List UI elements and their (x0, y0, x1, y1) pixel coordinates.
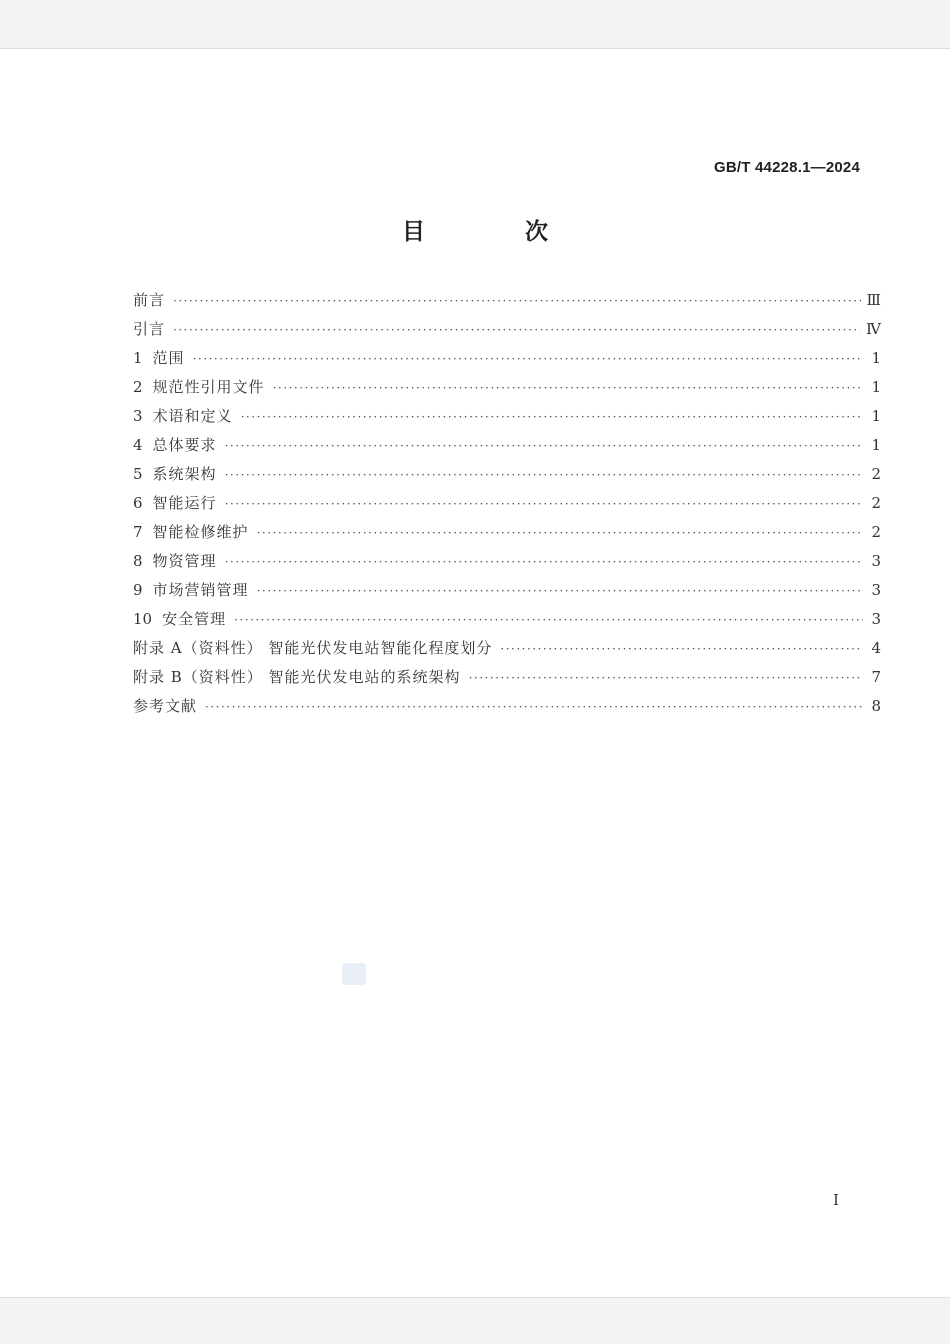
page-number: I (833, 1191, 839, 1209)
toc-entry-text: 参考文献 (133, 697, 198, 715)
toc-leader-dots (241, 410, 863, 424)
toc-entry-number: 2 (133, 378, 143, 396)
document-page (0, 48, 950, 1298)
toc-leader-dots (257, 584, 863, 598)
toc-leader-dots (173, 294, 861, 308)
toc-entry-number: 8 (133, 552, 143, 570)
toc-entry-text: 引言 (133, 320, 166, 338)
toc-leader-dots (225, 497, 863, 511)
toc-leader-dots (225, 555, 863, 569)
toc-entry-page: 3 (871, 581, 881, 599)
toc-entry[interactable] (133, 376, 881, 405)
toc-leader-dots (225, 439, 863, 453)
watermark-logo (342, 963, 366, 985)
toc-entry-number: 6 (133, 494, 143, 512)
toc-entry-page: Ⅳ (866, 320, 881, 338)
toc-entry-label (133, 434, 225, 455)
toc-leader-dots (234, 613, 863, 627)
toc-title: 目 次 (401, 219, 594, 245)
toc-leader-dots (173, 323, 860, 337)
toc-entry-text: 智能运行 (152, 494, 217, 512)
toc-entry[interactable] (133, 492, 881, 521)
toc-entry-text: 附录 B（资料性） 智能光伏发电站的系统架构 (133, 668, 461, 686)
toc-entry-text: 总体要求 (152, 436, 217, 454)
toc-entry-page: 1 (871, 378, 881, 396)
toc-entry-page: 1 (871, 407, 881, 425)
toc-entry-text: 市场营销管理 (152, 581, 249, 599)
toc-entry-page: 2 (871, 494, 881, 512)
toc-leader-dots (469, 671, 863, 685)
toc-entry-text: 系统架构 (152, 465, 217, 483)
toc-entry[interactable] (133, 434, 881, 463)
toc-entry-label (133, 405, 241, 426)
toc-entry-label (133, 521, 257, 542)
toc-entry-page: 7 (871, 668, 881, 686)
toc-leader-dots (500, 642, 863, 656)
toc-entry-text: 安全管理 (162, 610, 227, 628)
toc-entry-page: 4 (871, 639, 881, 657)
toc-entry[interactable] (133, 405, 881, 434)
toc-entry-text: 物资管理 (152, 552, 217, 570)
toc-entry-label (133, 608, 234, 629)
toc-entry-label (133, 347, 193, 368)
toc-entry-label (133, 695, 205, 716)
toc-entry[interactable] (133, 550, 881, 579)
standard-code: GB/T 44228.1—2024 (714, 159, 860, 176)
toc-entry[interactable] (133, 289, 881, 318)
toc-entry[interactable] (133, 666, 881, 695)
toc-entry[interactable] (133, 637, 881, 666)
toc-entry[interactable] (133, 521, 881, 550)
toc-entry-label (133, 376, 273, 397)
toc-entry-label (133, 550, 225, 571)
toc-entry-page: 3 (871, 552, 881, 570)
toc-entry[interactable] (133, 695, 881, 724)
toc-entry-text: 前言 (133, 291, 166, 309)
toc-entry-label (133, 492, 225, 513)
toc-entry[interactable] (133, 579, 881, 608)
toc-entry-page: 1 (871, 436, 881, 454)
toc-entry-number: 7 (133, 523, 143, 541)
toc-entry-label (133, 579, 257, 600)
toc-entry-page: Ⅲ (866, 291, 881, 309)
toc-leader-dots (257, 526, 863, 540)
table-of-contents (133, 289, 881, 724)
toc-entry-page: 1 (871, 349, 881, 367)
toc-entry-page: 3 (871, 610, 881, 628)
toc-entry-label (133, 637, 500, 658)
toc-entry-label (133, 318, 173, 339)
toc-entry-number: 10 (133, 610, 153, 628)
toc-entry-page: 2 (871, 465, 881, 483)
toc-entry-text: 附录 A（资料性） 智能光伏发电站智能化程度划分 (133, 639, 493, 657)
toc-leader-dots (273, 381, 863, 395)
toc-entry-number: 3 (133, 407, 143, 425)
toc-entry-page: 8 (871, 697, 881, 715)
toc-entry-label (133, 289, 173, 310)
toc-entry-number: 1 (133, 349, 143, 367)
toc-entry-label (133, 463, 225, 484)
toc-entry[interactable] (133, 608, 881, 637)
toc-leader-dots (225, 468, 863, 482)
toc-entry-label (133, 666, 469, 687)
toc-entry-text: 智能检修维护 (152, 523, 249, 541)
toc-entry-page: 2 (871, 523, 881, 541)
toc-entry-text: 规范性引用文件 (152, 378, 265, 396)
toc-entry-number: 4 (133, 436, 143, 454)
toc-entry-number: 9 (133, 581, 143, 599)
toc-entry-number: 5 (133, 465, 143, 483)
toc-entry-text: 术语和定义 (152, 407, 233, 425)
toc-entry[interactable] (133, 463, 881, 492)
toc-entry[interactable] (133, 318, 881, 347)
toc-leader-dots (205, 700, 863, 714)
toc-entry[interactable] (133, 347, 881, 376)
toc-entry-text: 范围 (152, 349, 185, 367)
toc-leader-dots (193, 352, 863, 366)
